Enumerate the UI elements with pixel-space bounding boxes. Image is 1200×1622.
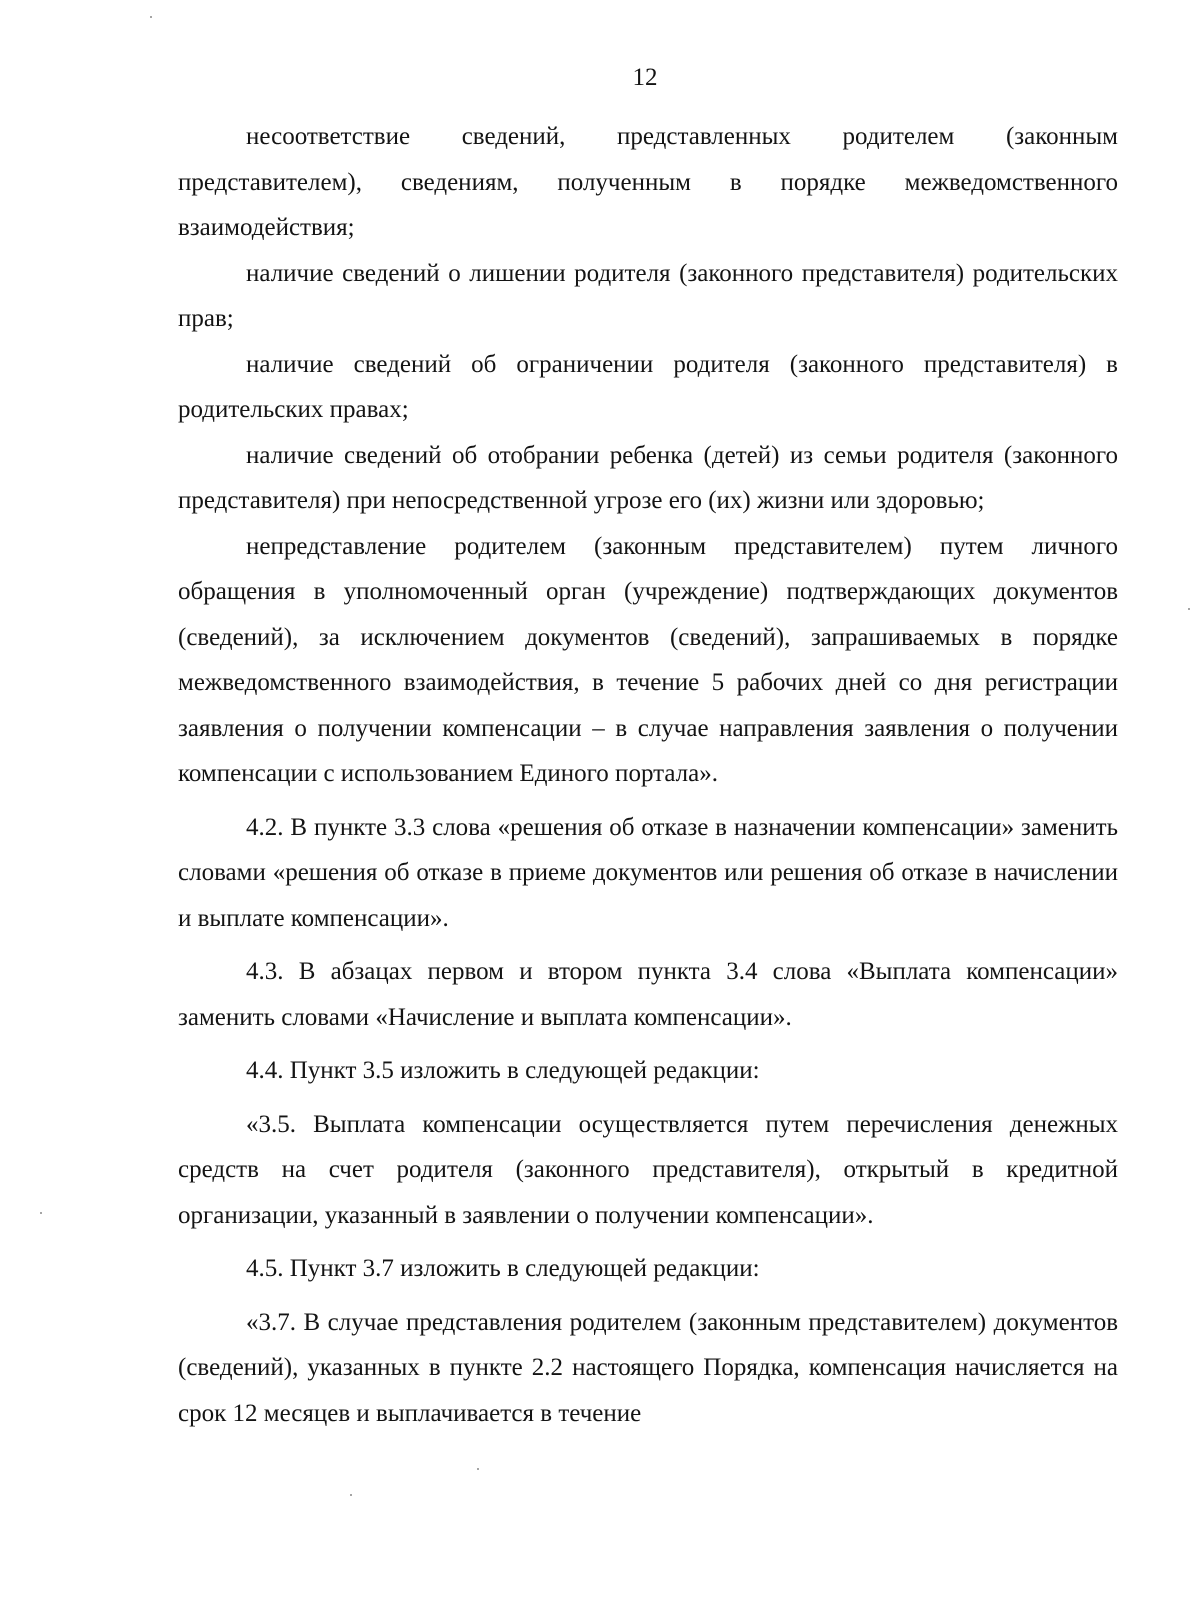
paragraph-9: «3.5. Выплата компенсации осуществляется путем перечисления денежных средств на счет родителя (законного представителя), открытый в кредитной организации, указанный в заявлении о получении компенсации». [178, 1110, 1118, 1229]
scan-speck [350, 1494, 352, 1496]
scan-speck [477, 1468, 479, 1470]
scan-speck [150, 16, 152, 18]
paragraph-7: 4.3. В абзацах первом и втором пункта 3.4 слова «Выплата компенсации» заменить словами «Начисление и выплата компенсации». [178, 958, 1118, 1031]
paragraph-4: наличие сведений об отобрании ребенка (детей) из семьи родителя (законного представителя) при непосредственной угрозе его (их) жизни или здоровью; [178, 441, 1118, 514]
page-number: 12 [632, 64, 658, 91]
paragraph-6: 4.2. В пункте 3.3 слова «решения об отказе в назначении компенсации» заменить словами «решения об отказе в приеме документов или решения об отказе в начислении и выплате компенсации». [178, 813, 1118, 932]
paragraph-3: наличие сведений об ограничении родителя (законного представителя) в родительских правах; [178, 350, 1118, 423]
paragraph-10: 4.5. Пункт 3.7 изложить в следующей редакции: [246, 1255, 760, 1282]
paragraph-5: непредставление родителем (законным представителем) путем личного обращения в уполномоченный орган (учреждение) подтверждающих документов (сведений), за исключением документов (сведений), запрашиваемых в порядке межведомственного взаимодействия, в течение 5 рабочих дней со дня регистрации заявления о получении компенсации – в случае направления заявления о получении компенсации с использованием Единого портала». [178, 532, 1118, 787]
paragraph-1: несоответствие сведений, представленных родителем (законным представителем), сведениям, полученным в порядке межведомственного взаимодействия; [178, 123, 1118, 241]
paragraph-8: 4.4. Пункт 3.5 изложить в следующей редакции: [246, 1057, 760, 1084]
scan-speck [40, 1212, 42, 1214]
paragraph-11: «3.7. В случае представления родителем (законным представителем) документов (сведений), указанных в пункте 2.2 настоящего Порядка, компенсация начисляется на срок 12 месяцев и выплачивается в течение [178, 1308, 1118, 1427]
paragraph-2: наличие сведений о лишении родителя (законного представителя) родительских прав; [178, 259, 1118, 332]
scan-speck [1188, 608, 1190, 610]
document-body [178, 114, 1118, 1436]
